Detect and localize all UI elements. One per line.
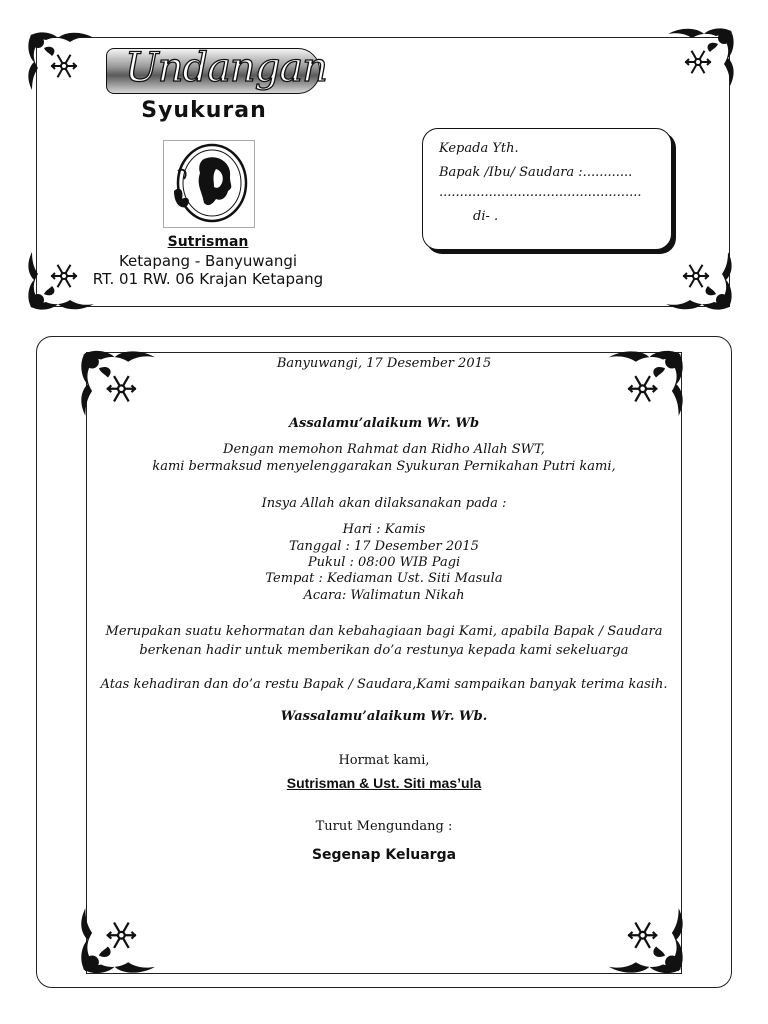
recipient-line4: di- . [473,209,499,224]
corner-ornament-icon [72,906,164,978]
detail-acara: Acara: Walimatun Nikah [303,588,465,603]
intro-line-2: kami bermaksud menyelenggarakan Syukuran Pernikahan Putri kami, [152,459,616,474]
detail-tanggal: Tanggal : 17 Desember 2015 [289,539,479,554]
signers: Sutrisman & Ust. Siti mas’ula [286,775,482,791]
recipient-line3: ................................................. [439,185,642,200]
title-banner [106,45,327,94]
corner-ornament-icon [662,250,736,314]
co-invite-label: Turut Mengundang : [315,819,453,834]
thanks-line: Atas kehadiran dan do’a restu Bapak / Saudara,Kami sampaikan banyak terima kasih. [100,677,668,692]
subtitle: Syukuran [141,98,267,123]
regards-line: Hormat kami, [338,753,430,768]
host-city: Ketapang - Banyuwangi [118,252,298,270]
detail-tempat: Tempat : Kediaman Ust. Siti Masula [265,571,503,586]
corner-ornament-icon [24,28,98,92]
honor-line-1: Merupakan suatu kehormatan dan kebahagiaan bagi Kami, apabila Bapak / Saudara [105,624,663,639]
detail-hari: Hari : Kamis [342,522,426,537]
honor-line-2: berkenan hadir untuk memberikan do’a restunya kepada kami sekeluarga [139,643,629,658]
recipient-line1: Kepada Yth. [439,141,519,156]
recipient-box [422,128,672,250]
letter-greeting: Assalamu’alaikum Wr. Wb [288,416,480,431]
host-address: RT. 01 RW. 06 Krajan Ketapang [92,270,324,288]
recipient-line2: Bapak /Ibu/ Saudara :............ [439,165,633,180]
banner-title: Undangan [125,45,327,91]
announce-line: Insya Allah akan dilaksanakan pada : [261,496,507,511]
closing-line: Wassalamu’alaikum Wr. Wb. [280,709,488,724]
corner-ornament-icon [600,906,692,978]
detail-pukul: Pukul : 08:00 WIB Pagi [307,555,461,570]
cameo-portrait-icon [163,140,255,228]
host-name: Sutrisman [167,234,249,250]
letter-date: Banyuwangi, 17 Desember 2015 [276,356,492,371]
intro-line-1: Dengan memohon Rahmat dan Ridho Allah SWT, [223,442,545,457]
corner-ornament-icon [664,24,738,88]
co-invite: Segenap Keluarga [311,847,457,863]
